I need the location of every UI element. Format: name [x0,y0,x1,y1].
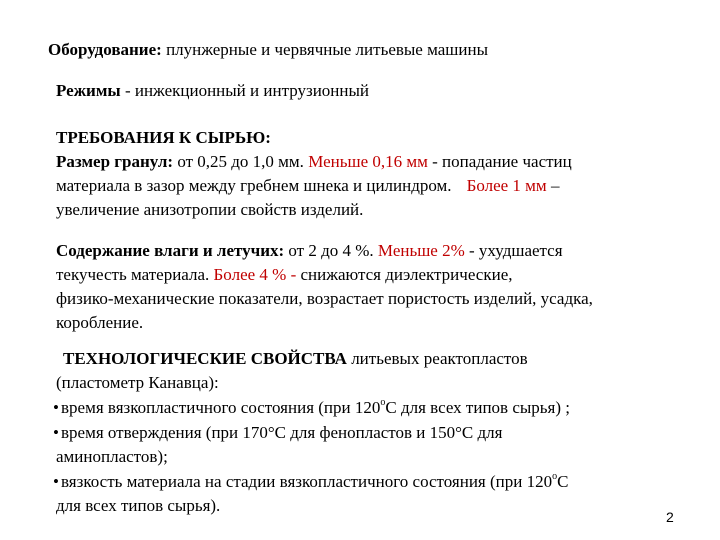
equipment-line [48,41,488,58]
moisture-line-1 [56,242,563,259]
bullet-marker: • [53,423,59,442]
bullet-3-line-2: для всех типов сырья). [56,496,221,515]
moisture-label: Содержание влаги и летучих: [56,241,285,260]
moisture-more-text: снижаются диэлектрические, [296,265,513,284]
granule-line-3: увеличение анизотропии свойств изделий. [56,200,364,219]
equipment-label: Оборудование: [48,40,162,59]
granule-line-1 [56,153,572,170]
tech-heading-bold: ТЕХНОЛОГИЧЕСКИЕ СВОЙСТВА [63,349,347,368]
bullet-2 [53,424,502,441]
bullet-3-text-a: вязкость материала на стадии вязкопластичного состояния (при 120 [61,472,553,491]
granule-more-dash: – [546,176,560,195]
bullet-marker: • [53,472,59,491]
modes-text: - инжекционный и интрузионный [120,81,370,100]
bullet-2-text: время отверждения (при 170°С для фенопластов и 150°С для [61,423,503,442]
bullet-marker: • [53,398,59,417]
degree-mark: о [380,397,386,408]
moisture-line-4: коробление. [56,313,144,332]
requirements-heading: ТРЕБОВАНИЯ К СЫРЬЮ: [56,128,271,147]
granule-line-2 [56,177,559,194]
moisture-line-2 [56,266,513,283]
granule-more: Более 1 мм [466,176,547,195]
equipment-text: плунжерные и червячные литьевые машины [166,40,488,59]
tech-heading-line-2: (пластометр Канавца): [56,373,219,392]
degree-mark: о [552,471,558,482]
tech-heading-rest: литьевых реактопластов [346,349,528,368]
page-number: 2 [666,509,674,525]
modes-label: Режимы [56,81,121,100]
bullet-3-text-b: С [557,472,569,491]
granule-less: Меньше 0,16 мм [308,152,428,171]
tech-heading [63,350,528,367]
moisture-more: Более 4 % - [213,265,297,284]
bullet-3 [53,473,568,490]
bullet-1-text-b: С для всех типов сырья) ; [385,398,570,417]
bullet-1-text-a: время вязкопластичного состояния (при 120 [61,398,381,417]
granule-range: от 0,25 до 1,0 мм. [173,152,309,171]
granule-label: Размер гранул: [56,152,174,171]
bullet-2-line-2: аминопластов); [56,447,168,466]
moisture-range: от 2 до 4 %. [284,241,378,260]
moisture-line2-text: текучесть материала. [56,265,214,284]
bullet-1 [53,399,570,416]
granule-less-text: - попадание частиц [427,152,572,171]
moisture-less: Меньше 2% [377,241,465,260]
moisture-line-3: физико-механические показатели, возрастает пористость изделий, усадка, [56,289,593,308]
moisture-less-text: - ухудшается [464,241,563,260]
granule-line2-text: материала в зазор между гребнем шнека и цилиндром. [56,176,452,195]
modes-line [56,82,369,99]
